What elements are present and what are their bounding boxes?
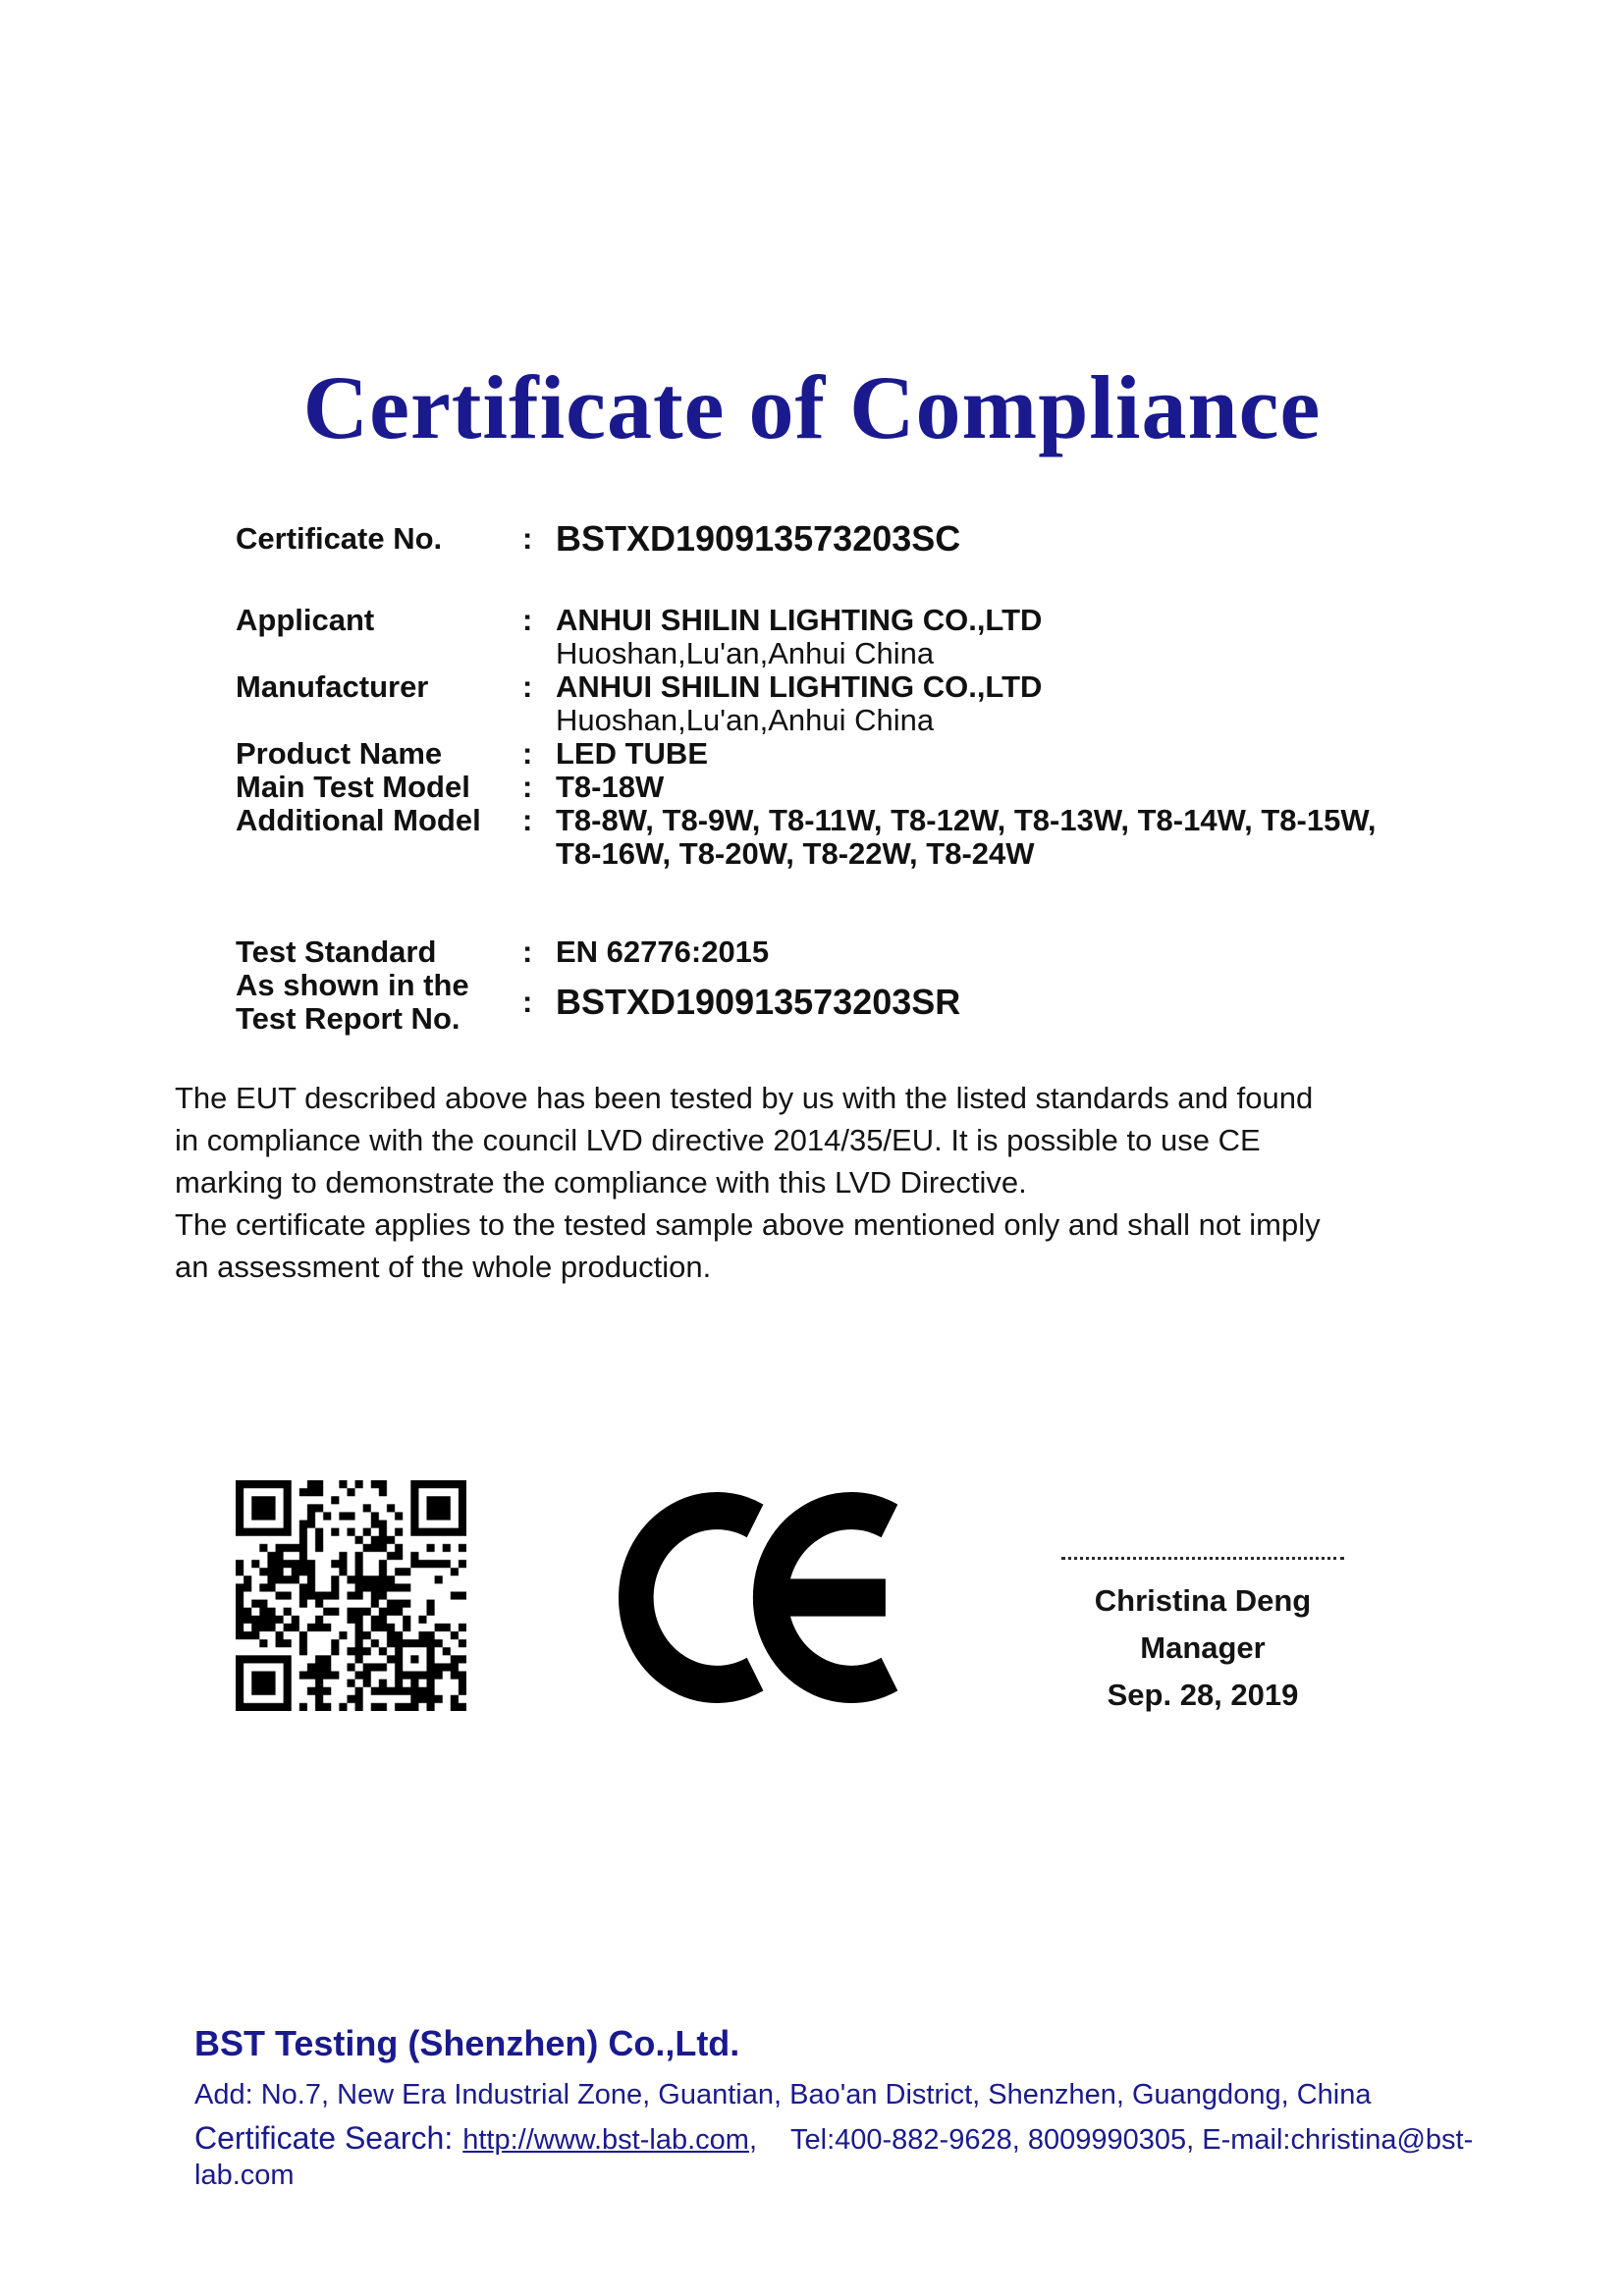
row-test-report-no — [236, 969, 1473, 1036]
test-report-value: BSTXD190913573203SR — [556, 982, 961, 1022]
manufacturer-value: ANHUI SHILIN LIGHTING CO.,LTD — [556, 669, 1043, 704]
field-label: Test Standard — [236, 934, 437, 969]
field-colon: : — [522, 803, 533, 837]
certificate-title: Certificate of Compliance — [302, 357, 1322, 457]
product-name-value: LED TUBE — [556, 736, 708, 771]
field-colon: : — [522, 736, 533, 771]
footer-contact: Tel:400-882-9628, 8009990305, E-mail:christina@bst-lab.com — [194, 2124, 1474, 2191]
row-test-standard — [236, 935, 1473, 969]
row-main-test-model — [236, 771, 1473, 804]
field-label: Main Test Model — [236, 770, 470, 804]
statement-line: The EUT described above has been tested by us with the listed standards and found — [175, 1081, 1314, 1115]
statement-line: The certificate applies to the tested sample above mentioned only and shall not imply — [175, 1207, 1321, 1242]
row-certificate-no — [236, 518, 1473, 559]
main-test-model-value: T8-18W — [556, 770, 665, 804]
qr-code-icon — [236, 1480, 466, 1711]
field-label: Applicant — [236, 603, 375, 637]
field-colon: : — [522, 934, 533, 969]
row-product-name — [236, 737, 1473, 771]
field-colon: : — [522, 669, 533, 704]
statement-line: marking to demonstrate the compliance with this LVD Directive. — [175, 1165, 1027, 1200]
certificate-search-label: Certificate Search: — [194, 2120, 454, 2156]
row-additional-model — [236, 804, 1473, 871]
additional-model-line2: T8-16W, T8-20W, T8-22W, T8-24W — [556, 836, 1035, 871]
test-standard-value: EN 62776:2015 — [556, 934, 770, 969]
row-manufacturer — [236, 670, 1473, 737]
field-label: Manufacturer — [236, 669, 429, 704]
statement-line: an assessment of the whole production. — [175, 1250, 712, 1284]
applicant-address: Huoshan,Lu'an,Anhui China — [556, 636, 935, 670]
certificate-search-separator: , — [748, 2124, 757, 2156]
footer-company-name: BST Testing (Shenzhen) Co.,Ltd. — [194, 2023, 740, 2063]
field-label: Certificate No. — [236, 521, 443, 556]
certificate-info-table — [236, 518, 1473, 1036]
test-report-label-line2: Test Report No. — [236, 1001, 460, 1036]
ce-mark-icon — [619, 1492, 913, 1703]
signature-date: Sep. 28, 2019 — [1107, 1678, 1299, 1712]
test-report-label-line1: As shown in the — [236, 968, 469, 1002]
applicant-value: ANHUI SHILIN LIGHTING CO.,LTD — [556, 603, 1043, 637]
compliance-statement — [175, 1077, 1471, 1288]
signatory-name: Christina Deng — [1094, 1583, 1312, 1618]
footer-address: Add: No.7, New Era Industrial Zone, Guantian, Bao'an District, Shenzhen, Guangdong, China — [194, 2079, 1372, 2110]
row-applicant — [236, 604, 1473, 670]
signature-block — [1051, 1557, 1355, 1719]
footer — [194, 2024, 1490, 2193]
additional-model-line1: T8-8W, T8-9W, T8-11W, T8-12W, T8-13W, T8-14W, T8-15W, — [556, 803, 1377, 837]
field-colon: : — [522, 521, 533, 556]
signatory-role: Manager — [1140, 1630, 1266, 1665]
field-colon: : — [522, 985, 533, 1019]
certificate-search-link[interactable]: http://www.bst-lab.com — [462, 2124, 749, 2156]
manufacturer-address: Huoshan,Lu'an,Anhui China — [556, 703, 935, 737]
field-label: Product Name — [236, 736, 443, 771]
field-label: Additional Model — [236, 803, 481, 837]
signature-dotted-line — [1061, 1557, 1344, 1560]
certificate-search-line — [194, 2120, 1490, 2193]
certificate-no-value: BSTXD190913573203SC — [556, 518, 961, 559]
field-colon: : — [522, 770, 533, 804]
statement-line: in compliance with the council LVD directive 2014/35/EU. It is possible to use CE — [175, 1123, 1261, 1157]
field-colon: : — [522, 603, 533, 637]
